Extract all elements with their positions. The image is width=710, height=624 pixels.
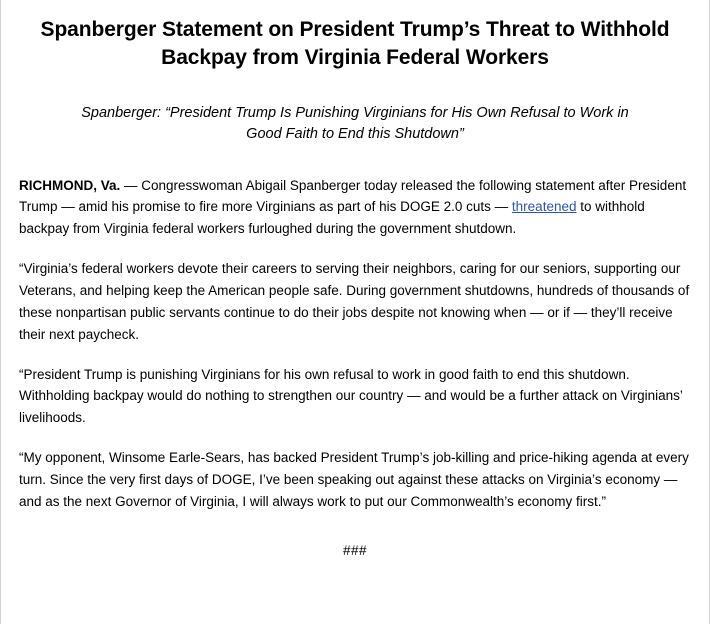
- lead-text-before-link: — Congresswoman Abigail Spanberger today released the following statement after President Trump — amid his promise to fire more Virginians as part of his DOGE 2.0 cuts —: [19, 177, 687, 215]
- quote-paragraph-3: “My opponent, Winsome Earle-Sears, has backed President Trump’s job-killing and price-hiking agenda at every turn. Since the very first days of DOGE, I’ve been speaking out against these attacks on Virginia’s economy — and as the next Governor of Virginia, I will always work to put our Commonwealth’s economy first.”: [19, 450, 689, 509]
- quote-paragraph-1: “Virginia’s federal workers devote their careers to serving their neighbors, caring for our seniors, supporting our Veterans, and helping keep the American people safe. During government shutdowns, hundreds of thousands of these nonpartisan public servants continue to do their jobs despite not knowing when — or if — they’ll receive their next paycheck.: [19, 261, 690, 342]
- lead-paragraph: [19, 175, 691, 241]
- dateline: RICHMOND, Va.: [19, 177, 121, 193]
- quote-paragraph-2: “President Trump is punishing Virginians for his own refusal to work in good faith to end this shutdown. Withholding backpay would do nothing to strengthen our country — and would be a further attack on Virginians’ livelihoods.: [19, 366, 683, 426]
- end-mark: ###: [342, 542, 368, 558]
- page-title: Spanberger Statement on President Trump’s Threat to Withhold Backpay from Virginia Federal Workers: [40, 18, 670, 69]
- lead-text-after-link: to withhold backpay from Virginia federal workers furloughed during the government shutdown.: [19, 199, 645, 237]
- threatened-link[interactable]: threatened: [511, 199, 577, 215]
- subheadline: Spanberger: “President Trump Is Punishing Virginians for His Own Refusal to Work in Good Faith to End this Shutdown”: [81, 105, 629, 143]
- statement-body: [19, 175, 691, 513]
